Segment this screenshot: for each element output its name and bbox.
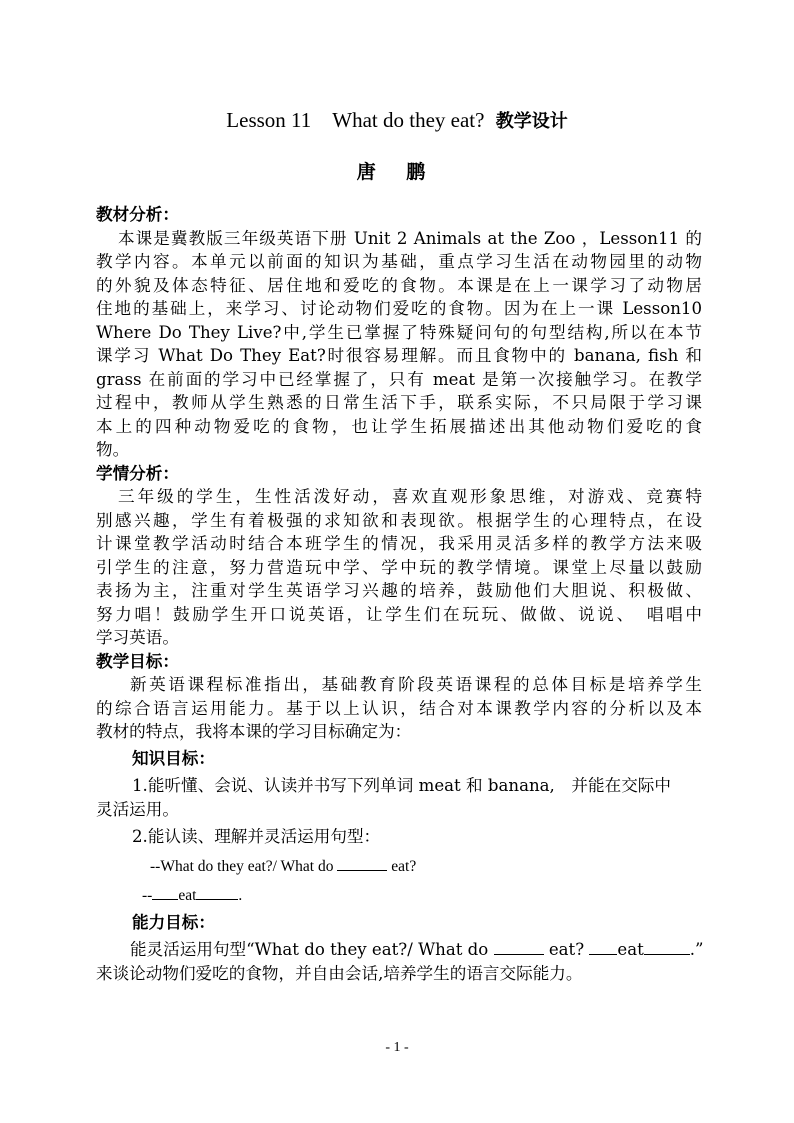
pattern-text: eat? [391, 857, 417, 875]
paragraph-line: 住地的基础上，来学习、讨论动物们爱吃的食物。因为在上一课 Lesson10 [96, 299, 702, 318]
paragraph-line: 三年级的学生，生性活泼好动，喜欢直观形象思维，对游戏、竞赛特 [118, 487, 702, 506]
ability-line [96, 938, 702, 962]
page-number: - 1 - [385, 1040, 409, 1055]
paragraph-line: 努力唱！鼓励学生开口说英语，让学生们在玩玩、做做、说说、 唱唱中 [96, 604, 702, 624]
section-heading-student-analysis: 学情分析： [96, 462, 179, 483]
pattern-text: --What do they eat?/ What do [150, 857, 334, 875]
paragraph-line: 表扬为主，注重对学生英语学习兴趣的培养，鼓励他们大胆说、积极做、 [96, 581, 702, 600]
paragraph-line: 新英语课程标准指出，基础教育阶段英语课程的总体目标是培养学生 [130, 675, 702, 694]
ability-objectives-heading: 能力目标： [132, 911, 215, 932]
paragraph-line: 过程中，教师从学生熟悉的日常生活下手，联系实际，不只局限于学习课 [96, 393, 702, 412]
paragraph-line: 课学习 What Do They Eat?时很容易理解。而且食物中的 banana, fish 和 [96, 346, 702, 365]
paragraph-line: 计课堂教学活动时结合本班学生的情况，我采用灵活多样的教学方法来吸 [96, 534, 702, 553]
title-chinese: 教学设计 [495, 111, 568, 132]
knowledge-item-2: 2.能认读、理解并灵活运用句型： [132, 827, 381, 846]
pattern-text: .” [689, 940, 704, 959]
section-heading-teaching-objectives: 教学目标： [96, 650, 179, 671]
paragraph-line: 别感兴趣，学生有着极强的求知欲和表现欲。根据学生的心理特点，在设 [96, 510, 702, 530]
document-body [96, 203, 702, 985]
pattern-text: eat [617, 940, 644, 959]
knowledge-item-1-cont: 灵活运用。 [96, 799, 179, 819]
ability-line: 来谈论动物们爱吃的食物，并自由会话,培养学生的语言交际能力。 [96, 963, 583, 983]
page-title [0, 104, 794, 134]
pattern-text: . [238, 887, 243, 904]
knowledge-item-1: 1.能听懂、会说、认读并书写下列单词 meat 和 banana, 并能在交际中 [132, 776, 671, 795]
paragraph-line: 教学内容。本单元以前面的知识为基础，重点学习生活在动物园里的动物 [96, 252, 702, 271]
sentence-pattern-question [96, 855, 702, 879]
paragraph-line: 学习英语。 [96, 628, 179, 647]
paragraph-line: 本上的四种动物爱吃的食物，也让学生拓展描述出其他动物们爱吃的食 [96, 416, 702, 436]
fill-blank [589, 940, 617, 955]
fill-blank [644, 940, 690, 955]
author-name: 唐 鹏 [356, 161, 438, 183]
sentence-pattern-answer [96, 884, 702, 908]
paragraph-line: 物。 [96, 440, 130, 459]
fill-blank [196, 885, 238, 900]
pattern-text: eat? [548, 940, 585, 959]
paragraph-line: Where Do They Live?中,学生已掌握了特殊疑问句的句型结构,所以在本节 [96, 322, 702, 342]
pattern-text: -- [142, 887, 153, 904]
paragraph-line: 的综合语言运用能力。基于以上认识，结合对本课教学内容的分析以及本 [96, 698, 702, 718]
pattern-text: eat [178, 887, 197, 904]
paragraph-line: grass 在前面的学习中已经掌握了，只有 meat 是第一次接触学习。在教学 [96, 369, 702, 389]
fill-blank [337, 856, 387, 871]
fill-blank [152, 885, 178, 900]
paragraph-line: 教材的特点，我将本课的学习目标确定为： [96, 722, 412, 741]
paragraph-line: 的外貌及体态特征、居住地和爱吃的食物。本课是在上一课学习了动物居 [96, 275, 702, 295]
title-english: Lesson 11 What do they eat? [226, 108, 485, 132]
pattern-text: 能灵活运用句型“What do they eat?/ What do [130, 940, 489, 959]
paragraph-line: 引学生的注意，努力营造玩中学、学中玩的教学情境。课堂上尽量以鼓励 [96, 557, 702, 577]
fill-blank [494, 940, 544, 955]
knowledge-objectives-heading: 知识目标： [132, 747, 215, 768]
section-heading-textbook-analysis: 教材分析： [96, 204, 179, 224]
paragraph-line: 本课是冀教版三年级英语下册 Unit 2 Animals at the Zoo ，Lesson11 的 [118, 228, 702, 248]
